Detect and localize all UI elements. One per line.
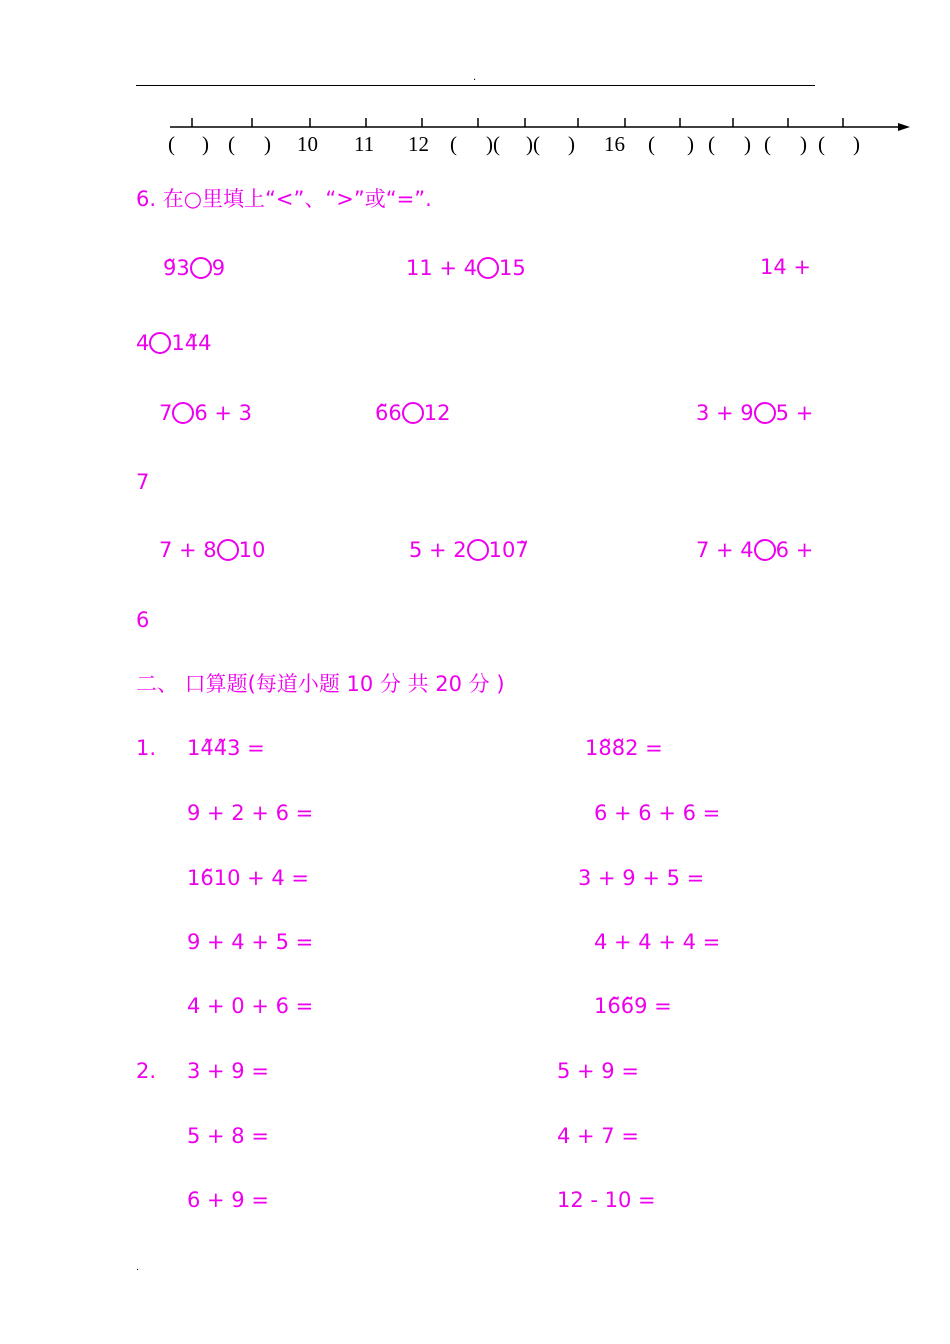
compare-left: 7 — [159, 401, 173, 425]
q2-right-1: 5 + 9 = — [557, 1059, 639, 1083]
compare-left: 4 — [136, 331, 150, 355]
q2-left-1: 3 + 9 = — [187, 1059, 269, 1083]
compare-right: 5 + — [775, 401, 814, 425]
number-line-label: ) — [202, 132, 209, 156]
answer-circle[interactable] — [149, 332, 171, 354]
question-1-number: 1. — [136, 736, 157, 760]
compare-item-2 — [406, 257, 526, 279]
number-line-label: 12 — [408, 132, 429, 156]
compare-item-6-end: 7 — [136, 470, 150, 494]
number-line-label: ( — [450, 132, 457, 156]
number-line-label: ) — [800, 132, 807, 156]
answer-circle[interactable] — [402, 402, 424, 424]
compare-left: 9̃3 — [163, 256, 190, 280]
q1-left-1: 14̃4̃3 = — [187, 736, 265, 760]
number-line-arrow-icon — [898, 123, 910, 131]
number-line-label: ) — [853, 132, 860, 156]
q2-right-2: 4 + 7 = — [557, 1124, 639, 1148]
number-line-label: )( — [526, 132, 540, 156]
number-line-label: 11 — [354, 132, 375, 156]
answer-circle[interactable] — [467, 539, 489, 561]
compare-left: 11 + 4 — [406, 256, 478, 280]
compare-item-5 — [375, 402, 450, 424]
number-line-label: ( — [648, 132, 655, 156]
q1-right-2: 6 + 6 + 6 = — [594, 801, 721, 825]
answer-circle[interactable] — [754, 402, 776, 424]
q2-left-2: 5 + 8 = — [187, 1124, 269, 1148]
compare-left: 7 + 4 — [696, 538, 754, 562]
q1-right-5: 16̃6̃9 = — [594, 994, 672, 1018]
q1-left-5: 4 + 0 + 6 = — [187, 994, 314, 1018]
compare-item-4 — [159, 402, 252, 424]
number-line-label: )( — [486, 132, 500, 156]
q1-right-1: 18̃8̃2 = — [585, 736, 663, 760]
footer-dot: . — [136, 1262, 140, 1273]
q1-left-2: 9 + 2 + 6 = — [187, 801, 314, 825]
compare-left: 3 + 9 — [696, 401, 754, 425]
compare-item-9-end: 6 — [136, 608, 150, 632]
compare-right: 9 — [211, 256, 226, 280]
q2-left-3: 6 + 9 = — [187, 1188, 269, 1212]
number-line-label: ( — [228, 132, 235, 156]
answer-circle[interactable] — [190, 257, 212, 279]
section6-title: 6. 在○里填上“<”、“>”或“=”. — [136, 187, 432, 211]
compare-item-3-end — [136, 332, 211, 354]
compare-right: 14̃4 — [171, 331, 212, 355]
compare-right: 15 — [499, 256, 526, 280]
q1-right-4: 4 + 4 + 4 = — [594, 930, 721, 954]
number-line-label: ) — [744, 132, 751, 156]
q1-right-3: 3 + 9 + 5 = — [578, 866, 705, 890]
section2-title: 二、 口算题(每道小题 10 分 共 20 分 ) — [136, 672, 505, 696]
q2-right-3: 12 - 10 = — [557, 1188, 656, 1212]
number-line-label: ( — [764, 132, 771, 156]
compare-right: 12 — [423, 401, 451, 425]
compare-item-8 — [409, 539, 529, 561]
number-line-label: 16 — [604, 132, 625, 156]
compare-item-9 — [696, 539, 813, 561]
compare-left: 7 + 8 — [159, 538, 217, 562]
compare-item-7 — [159, 539, 265, 561]
compare-right: 10 — [238, 538, 266, 562]
q1-left-4: 9 + 4 + 5 = — [187, 930, 314, 954]
answer-circle[interactable] — [477, 257, 499, 279]
compare-left: 5 + 2 — [409, 538, 467, 562]
number-line-labels — [168, 132, 860, 156]
q1-left-3: 16̃10 + 4 = — [187, 866, 310, 890]
compare-item-1 — [163, 257, 225, 279]
compare-left: 6̃6 — [375, 401, 402, 425]
answer-circle[interactable] — [754, 539, 776, 561]
number-line-label: ) — [568, 132, 575, 156]
question-2-number: 2. — [136, 1059, 157, 1083]
answer-circle[interactable] — [217, 539, 239, 561]
compare-right: 6 + 3 — [194, 401, 253, 425]
number-line-label: ( — [708, 132, 715, 156]
number-line-ticks — [192, 118, 843, 127]
compare-item-6 — [696, 402, 813, 424]
number-line-label: ( — [818, 132, 825, 156]
number-line-label: ( — [168, 132, 175, 156]
compare-right: 107̃ — [488, 538, 529, 562]
number-line-label: ) — [264, 132, 271, 156]
header-dot: . — [473, 72, 477, 83]
number-line-label: ) — [687, 132, 694, 156]
header-rule — [136, 85, 815, 86]
number-line — [160, 108, 920, 164]
compare-right: 6 + — [775, 538, 814, 562]
compare-item-3-start: 14 + — [760, 255, 811, 279]
number-line-label: 10 — [297, 132, 318, 156]
answer-circle[interactable] — [172, 402, 194, 424]
